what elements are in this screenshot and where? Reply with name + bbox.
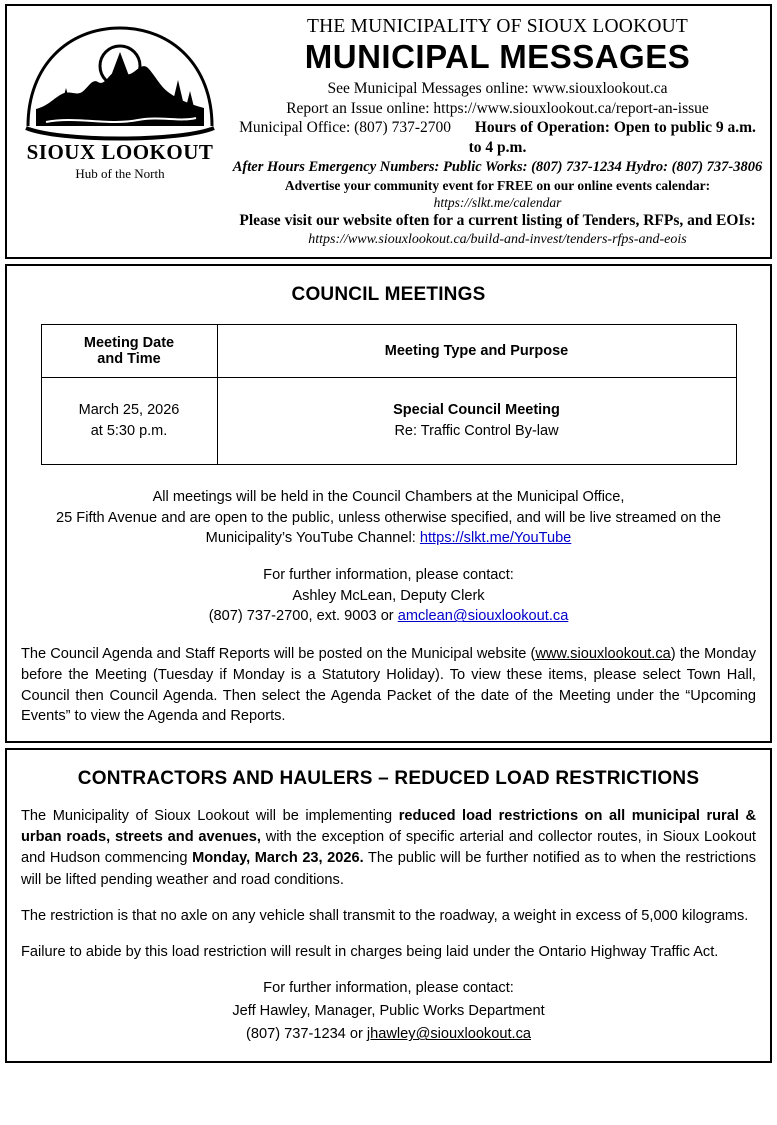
- works-email-link[interactable]: jhawley@siouxlookout.ca: [366, 1026, 531, 1043]
- online-line: [231, 79, 764, 99]
- clerk-contact-name: Ashley McLean, Deputy Clerk: [292, 587, 485, 604]
- restriction-p1-bold-roads: reduced load restrictions on all municipal rural & urban roads, streets and avenues,: [21, 808, 756, 846]
- logo-tagline: Hub of the North: [75, 166, 165, 181]
- meeting-purpose: Re: Traffic Control By-law: [394, 422, 559, 439]
- sioux-lookout-crest-icon: [20, 14, 220, 144]
- column-header-type: Meeting Type and Purpose: [217, 324, 736, 377]
- council-meetings-heading: COUNCIL MEETINGS: [291, 283, 486, 305]
- council-meetings-table: [41, 324, 737, 465]
- column-header-date-line2: and Time: [97, 350, 161, 367]
- reduced-load-restrictions-section: [5, 748, 772, 1063]
- works-contact-phone: (807) 737-1234 or: [246, 1026, 363, 1043]
- agenda-text-part2: ) the Monday before the Meeting (Tuesday if Monday is a Statutory Holiday). To view these items, please select Town Hall, Council then Council Agenda. Then select the Agenda Packet of the date of the Meeting under the “Upcoming Events” to view the Agenda and Reports.: [21, 646, 756, 725]
- restriction-paragraph-3: Failure to abide by this load restriction will result in charges being laid under the Ontario Highway Traffic Act.: [21, 943, 719, 960]
- works-contact-name: Jeff Hawley, Manager, Public Works Department: [232, 1003, 545, 1020]
- clerk-contact-phone: (807) 737-2700, ext. 9003 or: [208, 608, 394, 625]
- clerk-email-link[interactable]: amclean@siouxlookout.ca: [397, 608, 569, 625]
- after-hours-line: After Hours Emergency Numbers: Public Works: (807) 737-1234 Hydro: (807) 737-3806: [232, 159, 763, 176]
- restriction-p1-a: The Municipality of Sioux Lookout will be implementing: [21, 808, 399, 825]
- tenders-url[interactable]: https://www.siouxlookout.ca/build-and-invest/tenders-rfps-and-eois: [308, 231, 687, 247]
- report-url[interactable]: https://www.siouxlookout.ca/report-an-issue: [433, 99, 709, 117]
- office-label: Municipal Office:: [239, 119, 351, 137]
- youtube-channel-link[interactable]: https://slkt.me/YouTube: [419, 530, 572, 547]
- meeting-time: at 5:30 p.m.: [90, 422, 168, 439]
- meeting-date: March 25, 2026: [78, 401, 180, 418]
- municipality-logo: [11, 12, 229, 249]
- office-hours-line: [231, 118, 764, 158]
- table-row: [41, 377, 736, 464]
- restriction-p1-e: The public will be further notified as to when the restrictions will be lifted pending weather and road conditions.: [21, 850, 757, 888]
- advertise-line: [231, 177, 764, 212]
- column-header-date: [41, 324, 217, 377]
- reduced-load-body: [21, 806, 756, 1045]
- column-header-date-line1: Meeting Date: [83, 334, 175, 351]
- location-line-2: 25 Fifth Avenue and are open to the public, unless otherwise specified, and will be live streamed on the: [56, 509, 721, 526]
- meeting-location-paragraph: [21, 487, 756, 549]
- online-label: See Municipal Messages online:: [327, 79, 529, 97]
- clerk-contact-block: [21, 565, 756, 627]
- restriction-paragraph-1: [21, 806, 756, 891]
- hours-label: Hours of Operation:: [474, 119, 610, 137]
- restriction-p1-bold-date: Monday, March 23, 2026.: [192, 850, 364, 867]
- online-url[interactable]: www.siouxlookout.ca: [532, 79, 668, 97]
- logo-wordmark: SIOUX LOOKOUT: [26, 140, 214, 164]
- municipal-website-link[interactable]: www.siouxlookout.ca: [535, 646, 671, 663]
- advertise-label: Advertise your community event for FREE on our online events calendar:: [284, 177, 711, 193]
- agenda-paragraph: [21, 644, 756, 727]
- agenda-text-part1: The Council Agenda and Staff Reports will be posted on the Municipal website (: [21, 646, 536, 663]
- council-meetings-section: [5, 264, 772, 743]
- tenders-line: Please visit our website often for a current listing of Tenders, RFPs, and EOIs:: [239, 212, 756, 230]
- restriction-paragraph-2: The restriction is that no axle on any vehicle shall transmit to the roadway, a weight in excess of 5,000 kilograms.: [21, 907, 749, 924]
- cell-meeting-date: [41, 377, 217, 464]
- works-contact-intro: For further information, please contact:: [263, 980, 514, 996]
- clerk-contact-intro: For further information, please contact:: [263, 567, 514, 584]
- advertise-url[interactable]: https://slkt.me/calendar: [433, 194, 562, 210]
- organization-line: THE MUNICIPALITY OF SIOUX LOOKOUT: [306, 16, 689, 37]
- meeting-type: Special Council Meeting: [393, 401, 560, 418]
- publication-title: MUNICIPAL MESSAGES: [304, 38, 691, 76]
- masthead: [5, 4, 772, 259]
- location-line-3: Municipality’s YouTube Channel:: [205, 530, 416, 547]
- hours-value: Open to public 9 a.m. to 4 p.m.: [468, 119, 756, 157]
- masthead-text: [229, 12, 766, 249]
- reduced-load-heading: CONTRACTORS AND HAULERS – REDUCED LOAD RESTRICTIONS: [77, 768, 700, 790]
- cell-meeting-type: [217, 377, 736, 464]
- table-header-row: [41, 324, 736, 377]
- report-label: Report an Issue online:: [286, 99, 430, 117]
- works-contact-line: [21, 1024, 756, 1045]
- office-phone: (807) 737-2700: [354, 119, 452, 137]
- location-line-1: All meetings will be held in the Council Chambers at the Municipal Office,: [152, 488, 625, 505]
- restriction-p1-c: with the exception of specific arterial and collector routes, in Sioux Lookout and Hudson commencing: [21, 829, 756, 867]
- report-issue-line: [231, 99, 764, 119]
